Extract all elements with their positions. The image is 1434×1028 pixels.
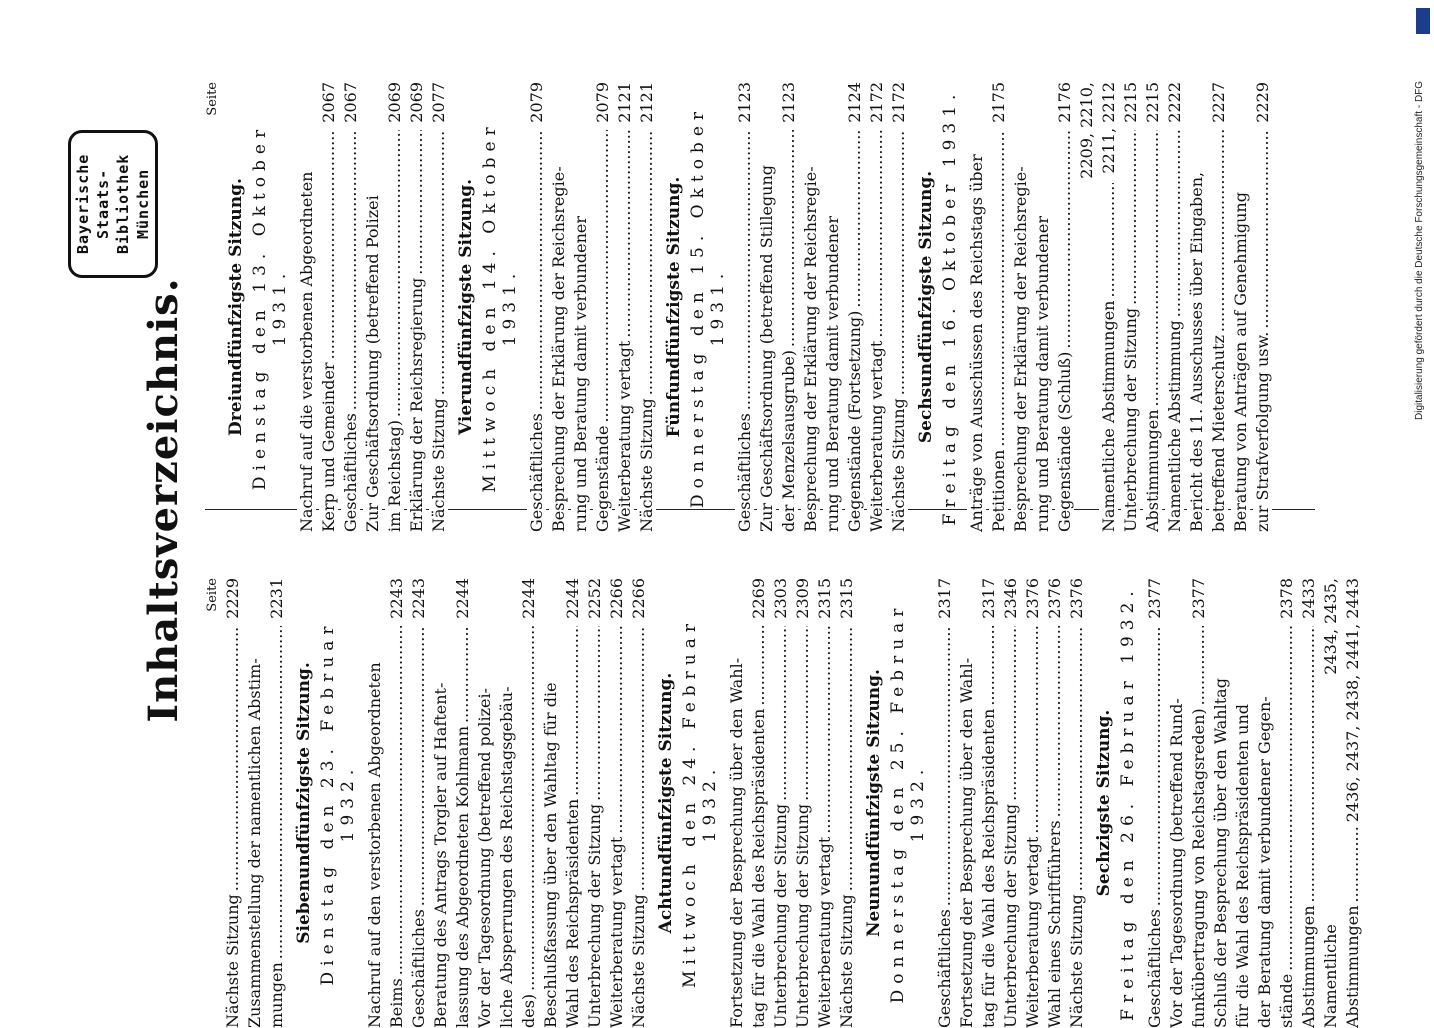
toc-entry-label bbox=[244, 626, 288, 1028]
section bbox=[226, 82, 450, 532]
section-title: Fünfundfünfzigste Sitzung. bbox=[664, 176, 684, 438]
toc-entry-page: 2067 bbox=[341, 82, 360, 123]
toc-entry-label bbox=[1164, 130, 1186, 532]
toc-entry-page: 2266 bbox=[607, 578, 626, 619]
toc-entry bbox=[934, 578, 956, 1028]
toc-entry bbox=[1144, 578, 1166, 1028]
seite-label: Seite bbox=[205, 578, 220, 612]
toc-entry-page: 2222 bbox=[1165, 82, 1184, 123]
toc-entry-text: Unterbrechung der Sitzung bbox=[1001, 801, 1020, 1028]
toc-entry bbox=[726, 578, 770, 1028]
toc-entry bbox=[606, 578, 628, 1028]
toc-entry-page: 2377 bbox=[1189, 578, 1208, 619]
toc-entry-page: 2376 bbox=[1067, 578, 1086, 619]
toc-entry-label bbox=[1000, 626, 1022, 1028]
toc-entry-text: Anträge von Ausschüssen des Reichstags über Petitionen bbox=[967, 154, 1008, 532]
section-title: Siebenundfünfzigste Sitzung. bbox=[294, 662, 314, 944]
toc-entry-page: 2227 bbox=[1209, 82, 1228, 123]
toc-entry-text: Schluß der Besprechung über den Wahltag für die Wahl des Reichspräsidenten und der Beratung damit verbundener Gegen- stände bbox=[1211, 678, 1296, 1028]
toc-entry-label bbox=[296, 130, 340, 532]
section bbox=[456, 82, 658, 532]
toc-entry-text: Nächste Sitzung bbox=[629, 891, 648, 1028]
seite-label: Seite bbox=[205, 82, 220, 116]
toc-entry-text: Weiterberatung vertagt bbox=[815, 834, 834, 1028]
toc-entry-text: Fortsetzung der Besprechung über den Wahl- tag für die Wahl des Reichspräsidenten bbox=[727, 657, 768, 1028]
toc-entry-label bbox=[614, 130, 636, 532]
section bbox=[1094, 578, 1364, 1028]
toc-entry-page: 2215 bbox=[1143, 82, 1162, 123]
toc-entry-text: Wahl eines Schriftführers bbox=[1045, 817, 1064, 1028]
toc-entry-text: Geschäftliches bbox=[527, 410, 546, 532]
toc-entry bbox=[526, 82, 548, 532]
toc-entry bbox=[966, 82, 1010, 532]
section bbox=[222, 578, 288, 1028]
toc-entry bbox=[756, 82, 800, 532]
toc-entry-page: 2172 bbox=[889, 82, 908, 123]
toc-entry-label bbox=[636, 130, 658, 532]
toc-entry bbox=[1142, 82, 1164, 532]
toc-entry-text: Namentliche Abstimmungen bbox=[1099, 298, 1118, 533]
toc-entry-page: 2124 bbox=[845, 82, 864, 123]
toc-entry-text: Zur Geschäftsordnung (betreffend Stillegung der Menzelsausgrube) bbox=[757, 164, 798, 532]
toc-entry-text: Namentliche Abstimmung bbox=[1165, 317, 1184, 532]
toc-entry bbox=[1000, 578, 1022, 1028]
toc-entry-text: Erklärung der Reichsregierung bbox=[407, 275, 426, 532]
section-title: Dreiundfünfzigste Sitzung. bbox=[226, 178, 246, 436]
toc-entry bbox=[1164, 82, 1186, 532]
toc-entry-label bbox=[606, 626, 628, 1028]
stamp-line: Bibliothek bbox=[114, 153, 132, 255]
section bbox=[916, 82, 1274, 532]
toc-entry-text: Nächste Sitzung bbox=[837, 891, 856, 1028]
toc-entry-page: 2252 bbox=[585, 578, 604, 619]
toc-entry-page: 2377 bbox=[1145, 578, 1164, 619]
section bbox=[294, 578, 650, 1028]
section-title: Achtundfünfzigste Sitzung. bbox=[656, 672, 676, 934]
toc-entry-label bbox=[956, 626, 1000, 1028]
toc-entry-page: 2434, 2435, 2436, 2437, 2438, 2441, 2443 bbox=[1321, 578, 1362, 823]
section-date: Dienstag den 13. Oktober 1931. bbox=[250, 123, 290, 491]
toc-entry bbox=[628, 578, 650, 1028]
toc-entry-label bbox=[966, 130, 1010, 532]
toc-entry-text: Vor der Tagesordnung (betreffend Rund- funkübertragung von Reichstagsreden) bbox=[1167, 698, 1208, 1028]
toc-entry-label bbox=[1230, 130, 1274, 532]
toc-entry bbox=[1320, 578, 1364, 1028]
toc-entry-page: 2243 bbox=[409, 578, 428, 619]
toc-entry-label bbox=[474, 626, 540, 1028]
toc-entry-text: Nächste Sitzung bbox=[889, 395, 908, 532]
toc-entry-label bbox=[1142, 130, 1164, 532]
toc-entry-page: 2244 bbox=[453, 578, 472, 619]
section-date: Donnerstag den 15. Oktober 1931. bbox=[688, 105, 728, 509]
toc-entry-label bbox=[628, 626, 650, 1028]
toc-entry-page: 2069 bbox=[385, 82, 404, 123]
section bbox=[664, 82, 910, 532]
toc-entry-label bbox=[222, 626, 244, 1028]
toc-entry bbox=[770, 578, 792, 1028]
toc-entry bbox=[734, 82, 756, 532]
toc-entry-text: Geschäftliches bbox=[409, 906, 428, 1028]
toc-entry-label bbox=[428, 130, 450, 532]
section-date: Freitag den 26. Februar 1932. bbox=[1118, 585, 1138, 1021]
toc-entry-text: Weiterberatung vertagt bbox=[615, 338, 634, 532]
toc-entry-page: 2123 bbox=[779, 82, 798, 123]
toc-entry-page: 2317 bbox=[935, 578, 954, 619]
toc-entry bbox=[956, 578, 1000, 1028]
toc-entry-text: Nächste Sitzung bbox=[1067, 891, 1086, 1028]
toc-entry-page: 2433 bbox=[1299, 578, 1318, 619]
toc-entry-page: 2077 bbox=[429, 82, 448, 123]
toc-entry bbox=[406, 82, 428, 532]
toc-entry-label bbox=[584, 626, 606, 1028]
toc-entry bbox=[614, 82, 636, 532]
toc-entry-page: 2123 bbox=[735, 82, 754, 123]
toc-entry-page: 2309 bbox=[793, 578, 812, 619]
toc-entry bbox=[866, 82, 888, 532]
toc-entry bbox=[1298, 578, 1320, 1028]
toc-entry bbox=[244, 578, 288, 1028]
toc-entry-text: Beratung des Antrags Torgler auf Haftent- lassung des Abgeordneten Kohlmann bbox=[431, 682, 472, 1028]
toc-entry-label bbox=[406, 130, 428, 532]
toc-entry bbox=[1166, 578, 1210, 1028]
toc-entry bbox=[1186, 82, 1230, 532]
toc-entry-page: 2244 bbox=[563, 578, 582, 619]
toc-entry-page: 2215 bbox=[1121, 82, 1140, 123]
toc-entry-text: Nächste Sitzung bbox=[223, 891, 242, 1028]
toc-entry bbox=[1210, 578, 1298, 1028]
toc-entry-page: 2303 bbox=[771, 578, 790, 619]
toc-entry-text: Weiterberatung vertagt bbox=[607, 834, 626, 1028]
toc-entry-label bbox=[408, 626, 430, 1028]
toc-entry-text: Zur Geschäftsordnung (betreffend Polizei im Reichstag) bbox=[363, 195, 404, 532]
toc-entry-label bbox=[340, 130, 362, 532]
toc-entry-label bbox=[364, 626, 408, 1028]
toc-entry-text: Geschäftliches bbox=[341, 410, 360, 532]
toc-entry-page: 2315 bbox=[837, 578, 856, 619]
toc-entry bbox=[222, 578, 244, 1028]
stamp-line: Bayerische bbox=[74, 153, 92, 255]
toc-entry-text: Geschäftliches bbox=[735, 410, 754, 532]
toc-entry-label bbox=[1210, 626, 1298, 1028]
toc-entry bbox=[800, 82, 866, 532]
toc-entry-page: 2175 bbox=[989, 82, 1008, 123]
toc-entry-page: 2229 bbox=[223, 578, 242, 619]
page-title: Inhaltsverzeichnis. bbox=[140, 277, 187, 723]
toc-entry-page: 2209, 2210, 2211, 2212 bbox=[1077, 82, 1118, 179]
toc-entry-text: Beschlußfassung über den Wahltag für die Wahl des Reichspräsidenten bbox=[541, 682, 582, 1028]
toc-entry-label bbox=[430, 626, 474, 1028]
toc-entry-page: 2376 bbox=[1045, 578, 1064, 619]
dfg-logo bbox=[1416, 8, 1430, 34]
section-title: Sechsundfünfzigste Sitzung. bbox=[916, 170, 936, 444]
toc-entry bbox=[340, 82, 362, 532]
toc-entry bbox=[1066, 578, 1088, 1028]
toc-entry-text: Besprechung der Erklärung der Reichsregie- rung und Beratung damit verbundener Gegenstände bbox=[549, 166, 612, 532]
toc-entry-text: Unterbrechung der Sitzung bbox=[1121, 305, 1140, 532]
toc-entry-page: 2121 bbox=[637, 82, 656, 123]
toc-entry bbox=[636, 82, 658, 532]
left-column bbox=[205, 82, 1278, 532]
toc-entry-label bbox=[1166, 626, 1210, 1028]
toc-entry-text: Nächste Sitzung bbox=[429, 395, 448, 532]
toc-entry-text: Fortsetzung der Besprechung über den Wahl- tag für die Wahl des Reichspräsidenten bbox=[957, 657, 998, 1028]
credit-text: Digitalisierung gefördert durch die Deutsche Forschungsgemeinschaft - DFG bbox=[1414, 80, 1425, 420]
toc-entry-text: Nachruf auf den verstorbenen Abgeordneten Beims bbox=[365, 662, 406, 1028]
section bbox=[656, 578, 858, 1028]
toc-entry-page: 2231 bbox=[267, 578, 286, 619]
toc-entry-text: Unterbrechung der Sitzung bbox=[793, 801, 812, 1028]
toc-entry-label bbox=[540, 626, 584, 1028]
toc-entry bbox=[1044, 578, 1066, 1028]
toc-entry bbox=[548, 82, 614, 532]
stamp-line: München bbox=[134, 168, 152, 240]
toc-entry-label bbox=[792, 626, 814, 1028]
library-stamp bbox=[68, 130, 158, 278]
toc-entry-page: 2067 bbox=[319, 82, 338, 123]
section-date: Mittwoch den 14. Oktober 1931. bbox=[480, 121, 520, 493]
toc-entry-page: 2079 bbox=[593, 82, 612, 123]
toc-entry-label bbox=[866, 130, 888, 532]
section-title: Neunundfünfzigste Sitzung. bbox=[864, 669, 884, 937]
toc-entry-text: Unterbrechung der Sitzung bbox=[771, 801, 790, 1028]
toc-entry-label bbox=[548, 130, 614, 532]
toc-entry-page: 2378 bbox=[1277, 578, 1296, 619]
toc-entry-text: Beratung von Anträgen auf Genehmigung zur Strafverfolgung usw. bbox=[1231, 192, 1272, 532]
toc-entry-label bbox=[1144, 626, 1166, 1028]
toc-entry-text: Weiterberatung vertagt bbox=[1023, 834, 1042, 1028]
toc-entry-label bbox=[526, 130, 548, 532]
toc-entry-label bbox=[888, 130, 910, 532]
section bbox=[864, 578, 1088, 1028]
toc-entry-label bbox=[800, 130, 866, 532]
toc-entry bbox=[362, 82, 406, 532]
toc-entry-page: 2244 bbox=[519, 578, 538, 619]
section-title: Vierundfünfzigste Sitzung. bbox=[456, 179, 476, 435]
toc-entry bbox=[1022, 578, 1044, 1028]
toc-entry-page: 2317 bbox=[979, 578, 998, 619]
toc-entry-page: 2121 bbox=[615, 82, 634, 123]
toc-entry-page: 2346 bbox=[1001, 578, 1020, 619]
toc-entry-page: 2229 bbox=[1253, 82, 1272, 123]
section-date: Donnerstag den 25. Februar 1932. bbox=[888, 602, 928, 1004]
toc-entry bbox=[584, 578, 606, 1028]
toc-entry-label bbox=[726, 626, 770, 1028]
toc-entry-text: Nächste Sitzung bbox=[637, 395, 656, 532]
toc-entry-page: 2176 bbox=[1055, 82, 1074, 123]
toc-entry-label bbox=[770, 626, 792, 1028]
toc-entry bbox=[888, 82, 910, 532]
toc-entry-label bbox=[1120, 130, 1142, 532]
toc-entry bbox=[836, 578, 858, 1028]
toc-entry-page: 2243 bbox=[387, 578, 406, 619]
toc-entry bbox=[814, 578, 836, 1028]
toc-entry-page: 2269 bbox=[749, 578, 768, 619]
toc-entry-label bbox=[1010, 130, 1076, 532]
toc-entry bbox=[792, 578, 814, 1028]
toc-entry-text: Geschäftliches bbox=[1145, 906, 1164, 1028]
toc-entry bbox=[296, 82, 340, 532]
toc-entry bbox=[430, 578, 474, 1028]
toc-entry-text: Abstimmungen bbox=[1143, 406, 1162, 532]
toc-entry-label bbox=[1044, 626, 1066, 1028]
toc-entry bbox=[408, 578, 430, 1028]
toc-entry-label bbox=[1022, 626, 1044, 1028]
toc-entry bbox=[540, 578, 584, 1028]
toc-entry-page: 2172 bbox=[867, 82, 886, 123]
toc-entry-text: Besprechung der Erklärung der Reichsregie- rung und Beratung damit verbundener Gegenstände (Schluß) bbox=[1011, 166, 1074, 532]
toc-entry-label bbox=[362, 130, 406, 532]
toc-entry-label bbox=[934, 626, 956, 1028]
toc-entry-label bbox=[734, 130, 756, 532]
toc-entry-page: 2079 bbox=[527, 82, 546, 123]
toc-entry-label bbox=[1098, 183, 1120, 532]
right-column bbox=[205, 578, 1368, 1028]
toc-entry-label bbox=[836, 626, 858, 1028]
toc-entry-label bbox=[1186, 130, 1230, 532]
toc-entry-label bbox=[1298, 626, 1320, 1028]
toc-entry bbox=[1076, 82, 1120, 532]
toc-entry-text: Vor der Tagesordnung (betreffend polizei- liche Absperrungen des Reichstagsgebäu- des) bbox=[475, 686, 538, 1028]
toc-entry bbox=[364, 578, 408, 1028]
toc-entry bbox=[1230, 82, 1274, 532]
toc-entry-page: 2376 bbox=[1023, 578, 1042, 619]
toc-entry bbox=[1120, 82, 1142, 532]
toc-entry-text: Besprechung der Erklärung der Reichsregie- rung und Beratung damit verbundener Gegenstände (Fortsetzung) bbox=[801, 166, 864, 532]
toc-entry-text: Abstimmungen bbox=[1299, 902, 1318, 1028]
stamp-line: Staats- bbox=[94, 168, 112, 240]
toc-entry-text: Zusammenstellung der namentlichen Abstim- mungen bbox=[245, 658, 286, 1028]
section-date: Mittwoch den 24. Februar 1932. bbox=[680, 617, 720, 989]
toc-entry-label bbox=[1066, 626, 1088, 1028]
toc-entry-page: 2266 bbox=[629, 578, 648, 619]
toc-entry-page: 2315 bbox=[815, 578, 834, 619]
toc-entry-label bbox=[756, 130, 800, 532]
toc-entry-label bbox=[814, 626, 836, 1028]
toc-entry-text: Unterbrechung der Sitzung bbox=[585, 801, 604, 1028]
toc-entry-text: Namentliche Abstimmungen bbox=[1321, 902, 1362, 1028]
credit-line bbox=[1414, 40, 1434, 420]
toc-entry-page: 2069 bbox=[407, 82, 426, 123]
section-title: Sechzigste Sitzung. bbox=[1094, 709, 1114, 897]
section-date: Freitag den 16. Oktober 1931. bbox=[940, 88, 960, 526]
toc-entry bbox=[1010, 82, 1076, 532]
toc-entry-label bbox=[1320, 826, 1364, 1028]
toc-entry-text: Nachruf auf die verstorbenen Abgeordneten Kerp und Gemeinder bbox=[297, 171, 338, 532]
section-date: Dienstag den 23. Februar 1932. bbox=[318, 620, 358, 986]
toc-entry bbox=[428, 82, 450, 532]
toc-entry bbox=[474, 578, 540, 1028]
toc-entry-text: Bericht des 11. Ausschusses über Eingaben, betreffend Mieterschutz bbox=[1187, 171, 1228, 532]
toc-entry-text: Geschäftliches bbox=[935, 906, 954, 1028]
toc-entry-text: Weiterberatung vertagt bbox=[867, 338, 886, 532]
